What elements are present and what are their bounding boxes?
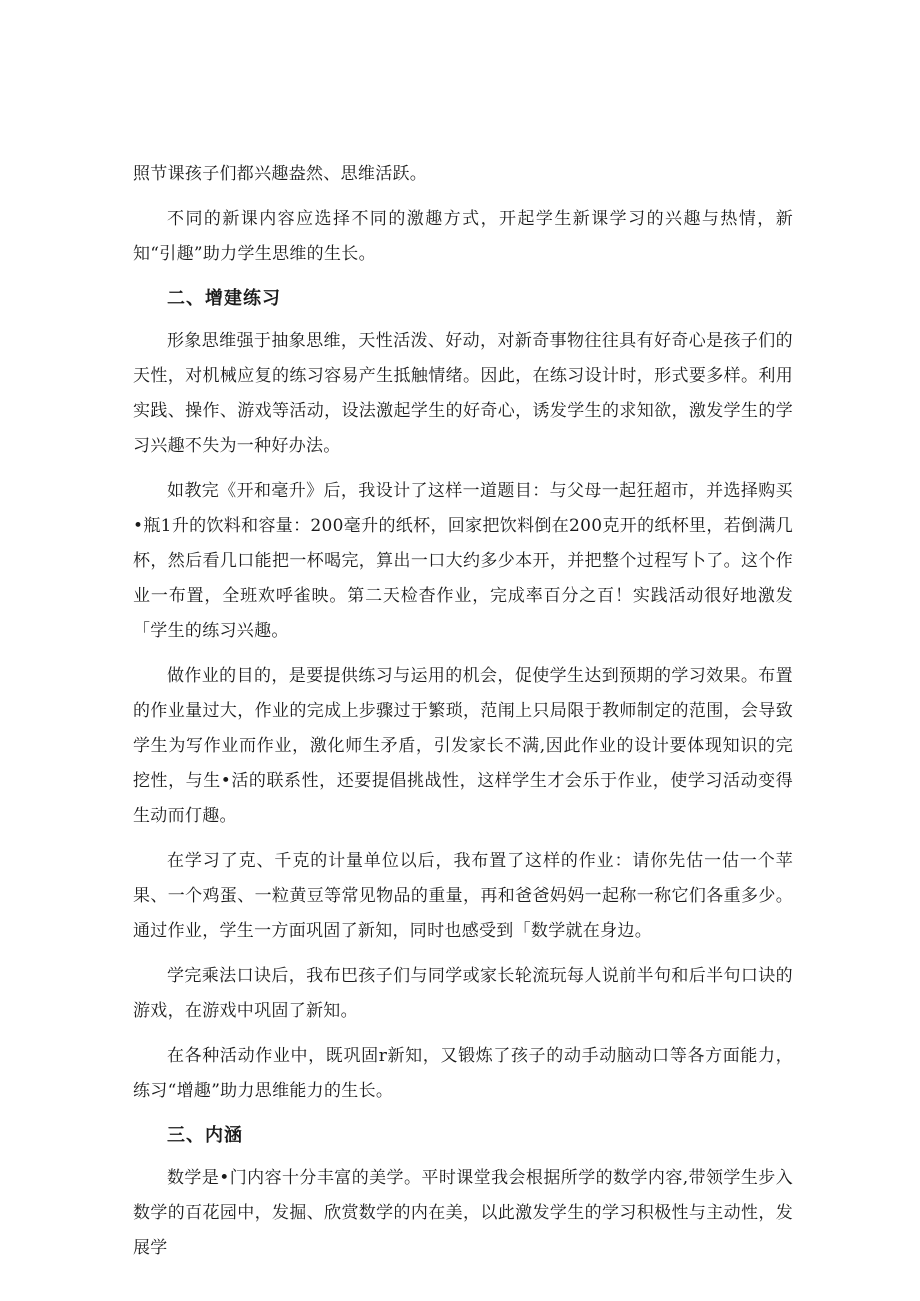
paragraph-math-beauty: 数学是•门内容十分丰富的美学。平时课堂我会根据所学的数学内容,带领学生步入数学的百花园中，发掘、欣赏数学的内在美，以此激发学生的学习积极性与主动性，发展学 <box>133 1168 793 1258</box>
section-heading-connotation: 三、内涵 <box>167 1125 243 1146</box>
paragraph-homework-purpose: 做作业的目的，是要提供练习与运用的机会，促使学生达到预期的学习效果。布置的作业量过大，作业的完成上步骤过于繁琐，范闱上只局限于教师制定的范围，会导致学生为写作业而作业，激化师生矛盾，引发家长不满,因此作业的设计要体现知识的完挖性，与生•活的联系性，还要提倡挑战性，这样学生才会乐于作业，使学习活动变得生动而仃趣。 <box>133 666 793 826</box>
section-heading-practice: 二、增建练习 <box>167 288 281 309</box>
document-body <box>133 157 793 1276</box>
paragraph-liter-example: 如教完《开和毫升》后，我设计了这样一道题目：与父母一起狂超市，并选择购买•瓶1升的饮料和容量：200毫升的纸杯，回家把饮料倒在200克开的纸杯里，若倒满几杯，然后看几口能把一杯喝完，算出一口大约多少本开，并把整个过程写卜了。这个作业一布置，全班欢呼雀映。第二天检杳作业，完成率百分之百！实践活动很好地激发「学生的练习兴趣。 <box>133 481 793 641</box>
paragraph-thinking-traits: 形象思维强于抽象思维，天性活泼、好动，对新奇事物往往具有好奇心是孩子们的天性，对机械应复的练习容易产生抵触情绪。因此，在练习设计时，形式要多样。利用实践、操作、游戏等活动，设法激起学生的好奇心，诱发学生的求知欲，激发学生的学习兴趣不失为一种好办法。 <box>133 331 793 456</box>
paragraph-practice-summary: 在各种活动作业中，既巩固r新知，又锻炼了孩子的动手动脑动口等各方面能力，练习“增趣”助力思维能力的生长。 <box>133 1046 793 1101</box>
paragraph-continuation: 照节课孩子们都兴趣盎然、思维活跃。 <box>133 164 428 184</box>
paragraph-multiplication-game: 学完乘法口诀后，我布巴孩子们与同学或家长轮流玩每人说前半句和后半句口诀的游戏，在游戏中巩固了新知。 <box>133 966 793 1021</box>
paragraph-weight-example: 在学习了克、千克的计量单位以后，我布置了这样的作业：请你先估一估一个苹果、一个鸡蛋、一粒黄豆等常见物品的重量，再和爸爸妈妈一起称一称它们各重多少。通过作业，学生一方面巩固了新知，同时也感受到「数学就在身边。 <box>133 851 793 941</box>
paragraph-new-lesson-summary: 不同的新课内容应选择不同的激趣方式，开起学生新课学习的兴趣与热情，新知“引趣”助力学生思维的生长。 <box>133 209 793 264</box>
